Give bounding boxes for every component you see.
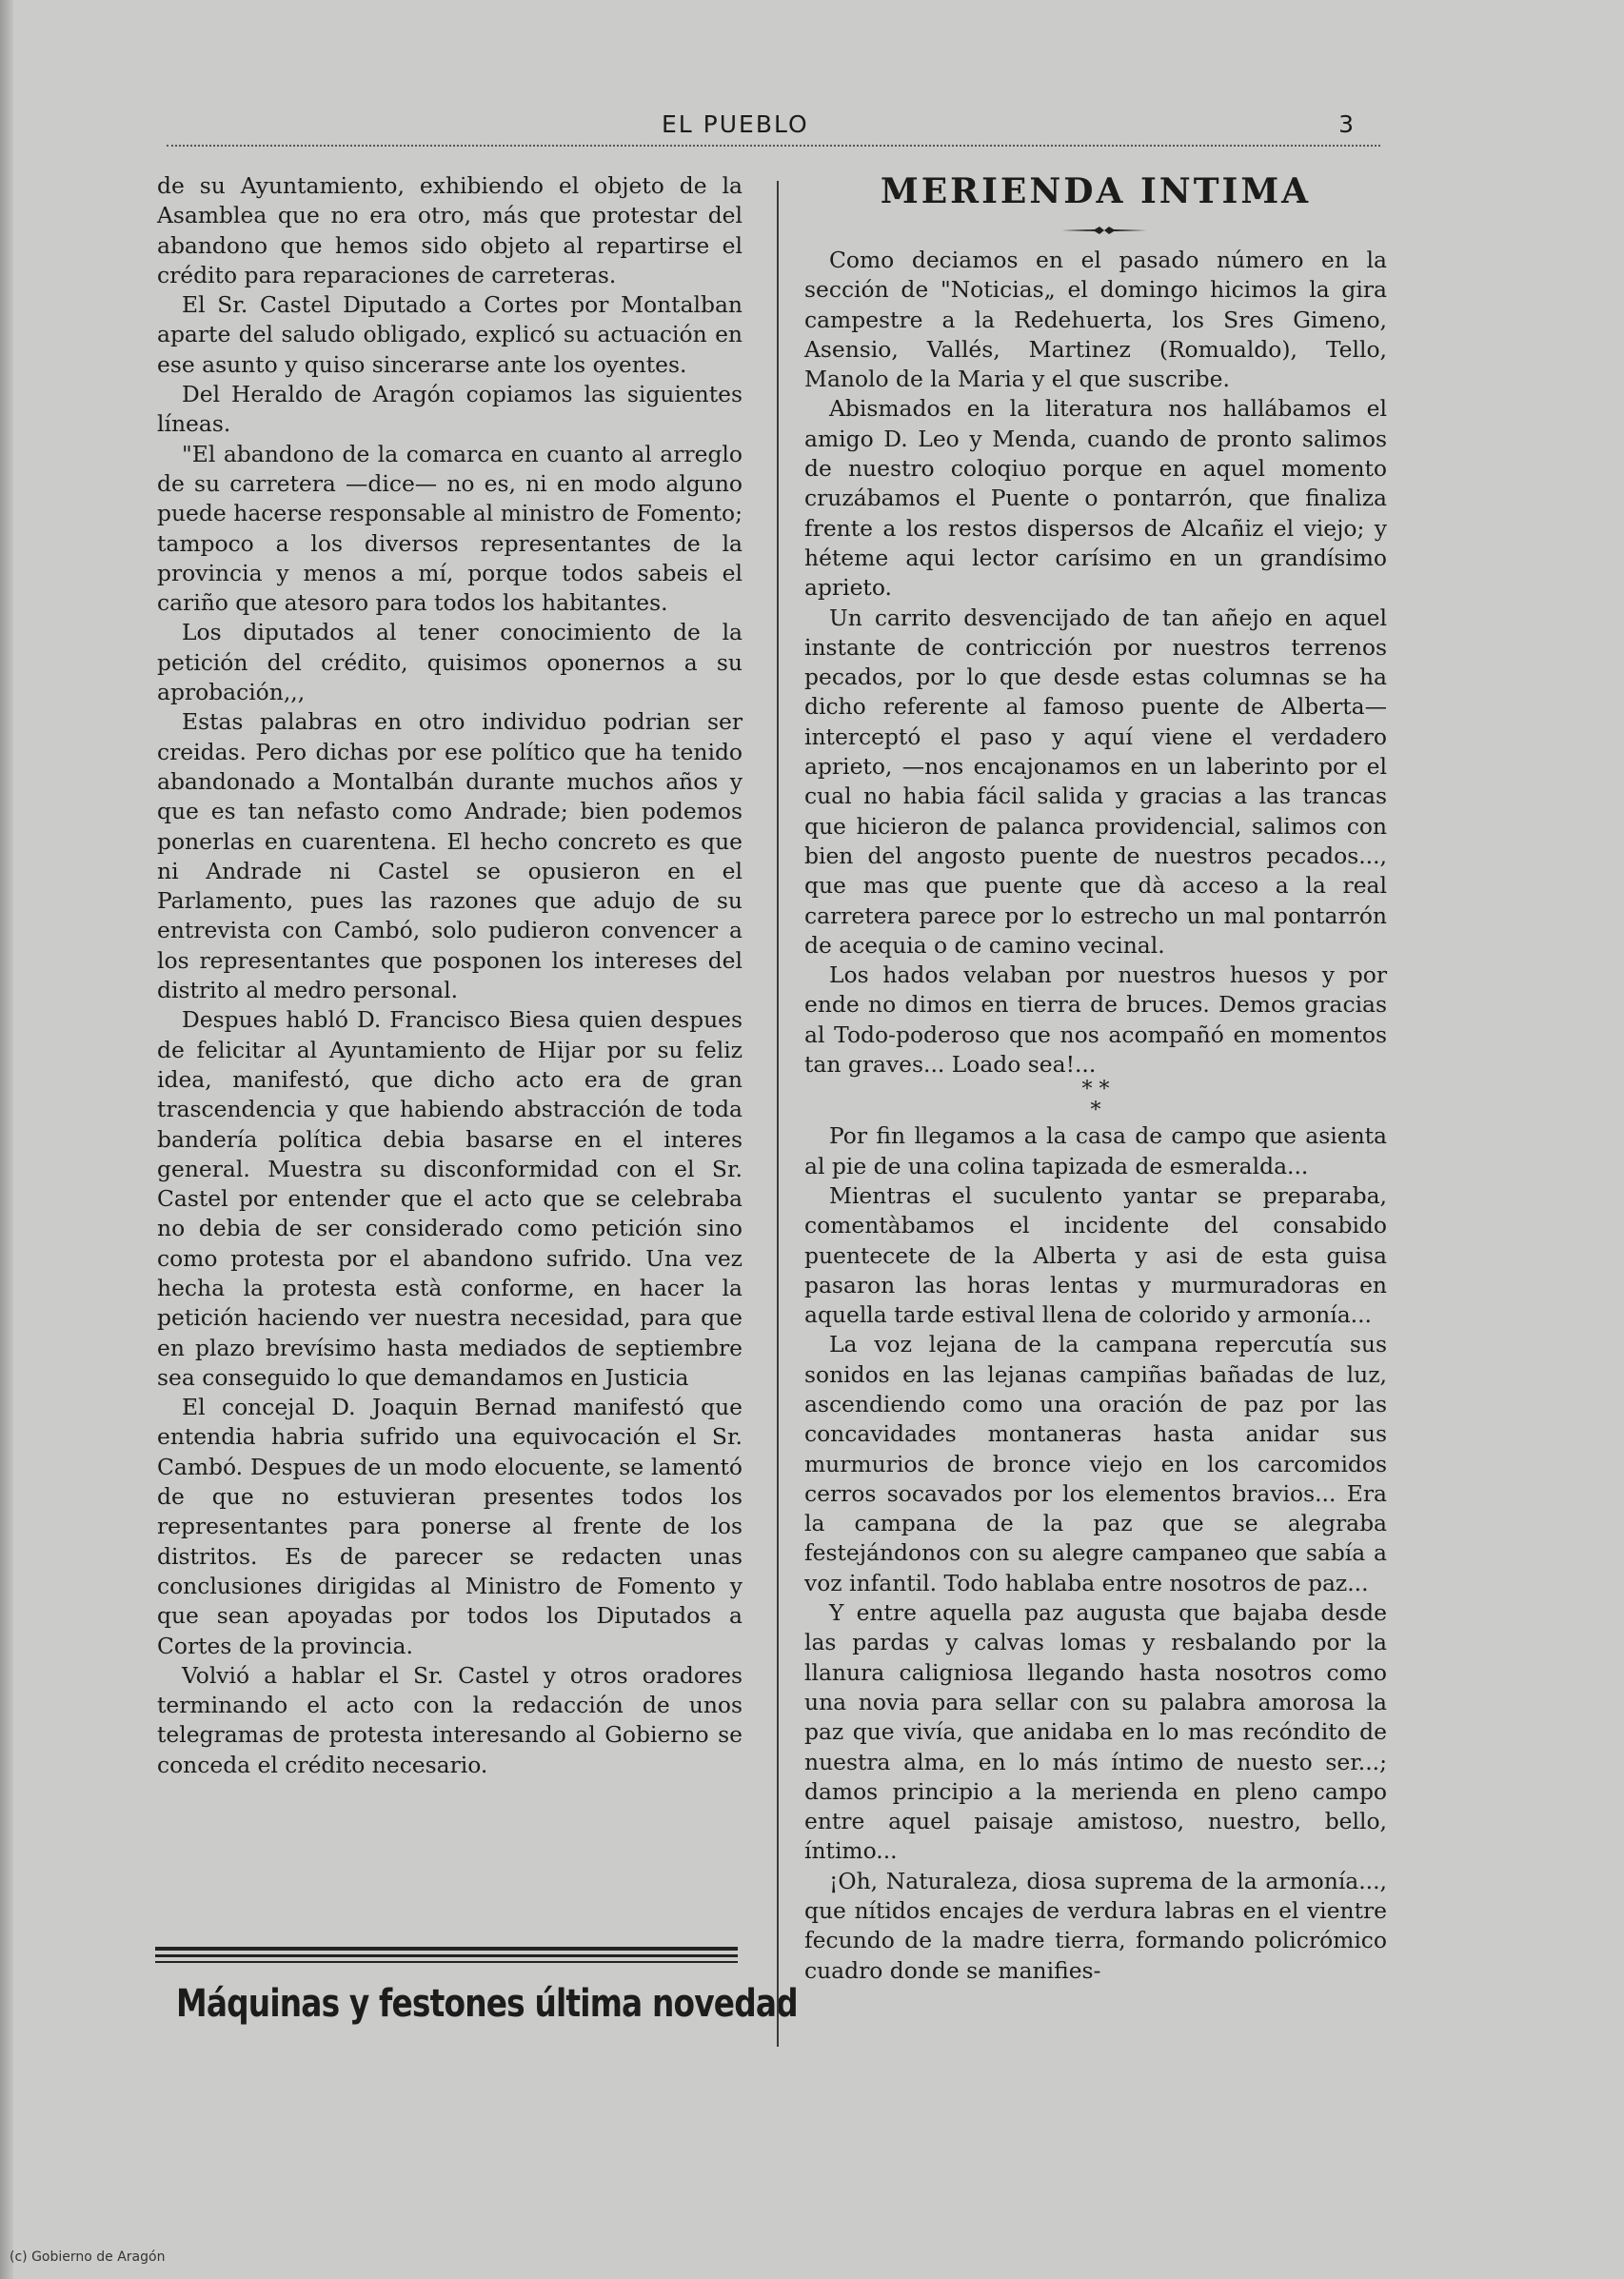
copyright-credit: (c) Gobierno de Aragón [10,2249,166,2265]
section-rule [155,1961,738,1963]
article-paragraph: Y entre aquella paz augusta que bajaba desde las pardas y calvas lomas y resbalando por la llanura caligniosa llegando hasta nosotros como una novia para sellar con su palabra amorosa la paz que vivía, que anidaba en lo mas recóndito de nuestra alma, en lo más íntimo de nuesto ser...; damos principio a la merienda en pleno campo entre aquel paisaje amistoso, nuestro, bello, íntimo... [804,1599,1387,1865]
article-paragraph: "El abandono de la comarca en cuanto al arreglo de su carretera —dice— no es, ni en modo alguno puede hacerse responsable al ministro de Fomento; tampoco a los diversos representantes de la provincia y menos a mí, porque todos sabeis el cariño que atesoro para todos los habitantes. [157,440,743,617]
left-column [157,171,743,1780]
article-paragraph: de su Ayuntamiento, exhibiendo el objeto de la Asamblea que no era otro, más que protestar del abandono que hemos sido objeto al repartirse el crédito para reparaciones de carreteras. [157,172,743,288]
section-rule [155,1954,738,1957]
article-paragraph: Abismados en la literatura nos hallábamos el amigo D. Leo y Menda, cuando de pronto salimos de nuestro coloqiuo porque en aquel momento cruzábamos el Puente o pontarrón, que finaliza frente a los restos dispersos de Alcañiz el viejo; y héteme aqui lector carísimo en un grandísimo aprieto. [804,395,1387,602]
article-paragraph: Despues habló D. Francisco Biesa quien despues de felicitar al Ayuntamiento de Hijar por su feliz idea, manifestó, que dicho acto era de gran trascendencia y que habiendo abstracción de toda bandería política debia basarse en el interes general. Muestra su disconformidad con el Sr. Castel por entender que el acto que se celebraba no debia de ser considerado como petición sino como protesta por el abandono sufrido. Una vez hecha la protesta està conforme, en hacer la petición haciendo ver nuestra necesidad, para que en plazo brevísimo hasta mediados de septiembre sea conseguido lo que demandamos en Justicia [157,1006,743,1391]
article-paragraph: Volvió a hablar el Sr. Castel y otros oradores terminando el acto con la redacción de unos telegramas de protesta interesando al Gobierno se conceda el crédito necesario. [157,1661,743,1778]
advertisement-text: Máquinas y festones última novedad [176,1982,798,2026]
section-asterisks: * * * [1081,1078,1110,1123]
article-paragraph: Los hados velaban por nuestros huesos y por ende no dimos en tierra de bruces. Demos gracias al Todo-poderoso que nos acompañó en momentos tan graves... Loado sea!... [804,961,1387,1079]
article-paragraph: El concejal D. Joaquin Bernad manifestó que entendia habria sufrido una equivocación el Sr. Cambó. Despues de un modo elocuente, se lamentó de que no estuvieran presentes todos los representantes para ponerse al frente de los distritos. Es de parecer se redacten unas conclusiones dirigidas al Ministro de Fomento y que sean apoyadas por todos los Diputados a Cortes de la provincia. [157,1394,743,1659]
right-column [804,246,1387,1986]
page-header [167,107,1380,147]
page-number: 3 [1338,110,1354,138]
newspaper-title: EL PUEBLO [662,110,809,138]
article-paragraph: Mientras el suculento yantar se preparaba, comentàbamos el incidente del consabido puentecete de la Alberta y asi de esta guisa pasaron las horas lentas y murmuradoras en aquella tarde estival llena de colorido y armonía... [804,1181,1387,1329]
article-paragraph: Los diputados al tener conocimiento de la petición del crédito, quisimos oponernos a su aprobación,,, [157,619,743,706]
title-ornament [1061,227,1147,234]
article-paragraph: Un carrito desvencijado de tan añejo en aquel instante de contricción por nuestros terrenos pecados, por lo que desde estas columnas se ha dicho referente al famoso puente de Alberta—interceptó el paso y aquí viene el verdadero aprieto, —nos encajonamos en un laberinto por el cual no habia fácil salida y gracias a las trancas que hicieron de palanca providencial, salimos con bien del angosto puente de nuestros pecados..., que mas que puente que dà acceso a la real carretera parece por lo estrecho un mal pontarrón de acequia o de camino vecinal. [804,604,1387,959]
section-rule [155,1947,738,1951]
article-paragraph: ¡Oh, Naturaleza, diosa suprema de la armonía..., que nítidos encajes de verdura labras en el vientre fecundo de la madre tierra, formando policrómico cuadro donde se manifies- [804,1867,1387,1984]
article-title: MERIENDA INTIMA [880,171,1312,211]
page-edge-shadow [0,0,13,2279]
article-paragraph: Del Heraldo de Aragón copiamos las siguientes líneas. [157,381,743,438]
column-divider [777,181,779,2047]
article-paragraph: El Sr. Castel Diputado a Cortes por Montalban aparte del saludo obligado, explicó su actuación en ese asunto y quiso sincerarse ante los oyentes. [157,291,743,378]
article-paragraph: Como deciamos en el pasado número en la sección de "Noticias„ el domingo hicimos la gira campestre a la Redehuerta, los Sres Gimeno, Asensio, Vallés, Martinez (Romualdo), Tello, Manolo de la Maria y el que suscribe. [804,247,1387,393]
article-paragraph: La voz lejana de la campana repercutía sus sonidos en las lejanas campiñas bañadas de luz, ascendiendo como una oración de paz por las concavidades montaneras hasta anidar sus murmurios de bronce viejo en los carcomidos cerros socavados por los elementos bravios... Era la campana de la paz que se alegraba festejándonos con su alegre campaneo que sabía a voz infantil. Todo hablaba entre nosotros de paz... [804,1331,1387,1596]
article-paragraph: Por fin llegamos a la casa de campo que asienta al pie de una colina tapizada de esmeralda... [804,1122,1387,1179]
article-paragraph: Estas palabras en otro individuo podrian ser creidas. Pero dichas por ese político que ha tenido abandonado a Montalbán durante muchos años y que es tan nefasto como Andrade; bien podemos ponerlas en cuarentena. El hecho concreto es que ni Andrade ni Castel se opusieron en el Parlamento, pues las razones que adujo de su entrevista con Cambó, solo pudieron convencer a los representantes que posponen los intereses del distrito al medro personal. [157,708,743,1004]
